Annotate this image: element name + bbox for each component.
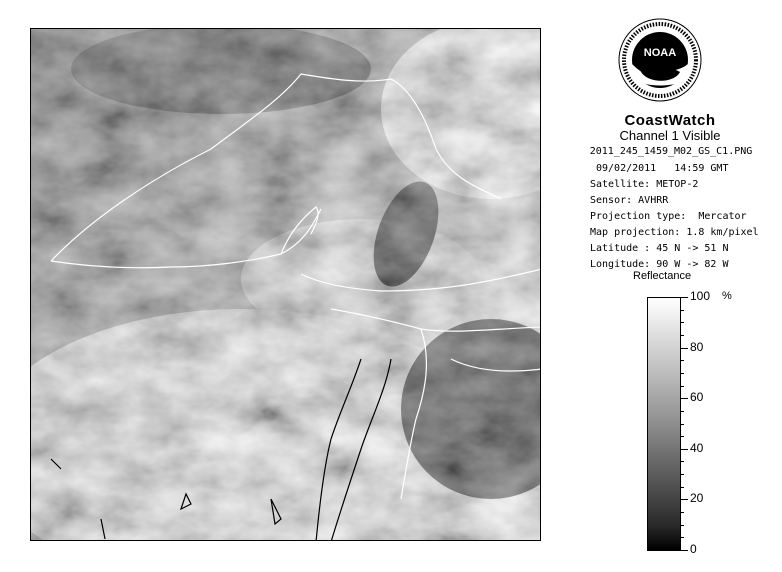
colorbar-minor-tick: [680, 360, 684, 361]
colorbar-tick-label: 80: [690, 339, 704, 354]
meta-time-value: 14:59 GMT: [674, 163, 729, 174]
colorbar-minor-tick: [680, 310, 684, 311]
colorbar-minor-tick: [680, 461, 684, 462]
colorbar-minor-tick: [680, 487, 684, 488]
product-filename: 2011_245_1459_M02_GS_C1.PNG: [589, 146, 753, 157]
product-subtitle: Channel 1 Visible: [619, 128, 721, 143]
colorbar-tick-label: 0: [690, 542, 697, 556]
colorbar-minor-tick: [680, 436, 684, 437]
colorbar-minor-tick: [680, 525, 684, 526]
colorbar: [647, 297, 681, 551]
colorbar-tick: [680, 348, 688, 349]
logo-text: NOAA: [643, 47, 677, 59]
colorbar-tick: [680, 449, 688, 450]
meta-date: [596, 163, 728, 174]
meta-satellite: Satellite: METOP-2: [590, 179, 699, 190]
satellite-map: [31, 29, 541, 541]
meta-map-projection: Map projection: 1.8 km/pixel: [590, 227, 759, 238]
colorbar-minor-tick: [680, 322, 684, 323]
meta-projection-type: Projection type: Mercator: [590, 211, 747, 222]
legend-title: Reflectance: [633, 270, 692, 282]
colorbar-tick: [680, 499, 688, 500]
meta-sensor: Sensor: AVHRR: [590, 195, 669, 206]
colorbar-tick-label: 20: [690, 491, 704, 506]
satellite-image: [30, 28, 541, 541]
colorbar-tick: [680, 297, 688, 298]
colorbar-tick: [680, 550, 688, 551]
legend-unit: %: [722, 290, 732, 302]
colorbar-minor-tick: [680, 411, 684, 412]
meta-latitude: Latitude : 45 N -> 51 N: [590, 243, 729, 254]
product-title: CoastWatch: [624, 112, 716, 129]
colorbar-tick-label: 60: [690, 390, 704, 405]
colorbar-minor-tick: [680, 335, 684, 336]
colorbar-tick: [680, 398, 688, 399]
colorbar-minor-tick: [680, 512, 684, 513]
colorbar-tick-label: 40: [690, 440, 704, 455]
meta-date-value: 09/02/2011: [596, 163, 657, 174]
colorbar-minor-tick: [680, 424, 684, 425]
colorbar-minor-tick: [680, 386, 684, 387]
colorbar-minor-tick: [680, 373, 684, 374]
noaa-logo: [618, 18, 702, 102]
colorbar-minor-tick: [680, 537, 684, 538]
colorbar-tick-label: 100: [690, 289, 711, 303]
meta-longitude: Longitude: 90 W -> 82 W: [590, 259, 729, 270]
colorbar-minor-tick: [680, 474, 684, 475]
